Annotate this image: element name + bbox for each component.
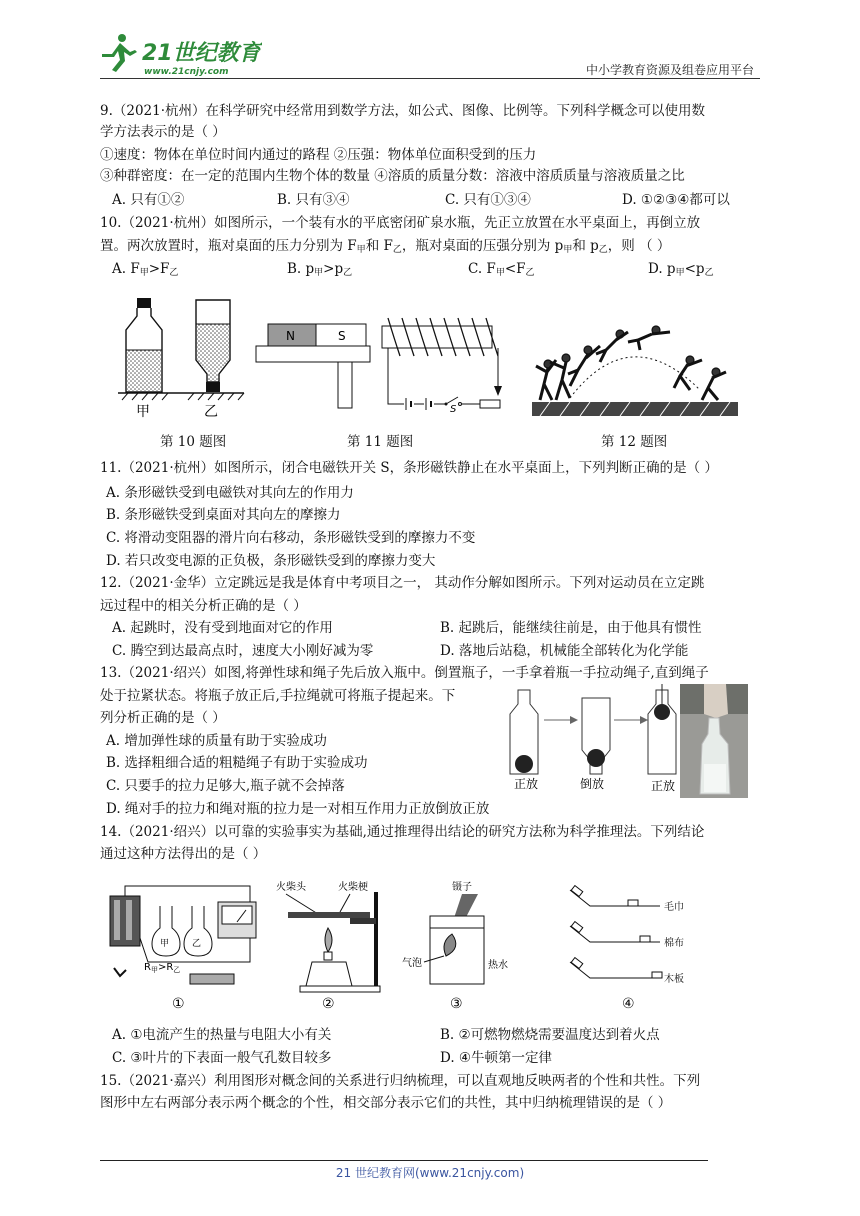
q12-option-b: B. 起跳后，能继续往前是，由于他具有惯性 <box>440 620 702 636</box>
fig14-1 <box>110 886 256 1012</box>
fig14-cotton: 棉布 <box>664 938 684 949</box>
fig14-jia: 甲 <box>160 939 170 949</box>
q13-option-c: C. 只要手的拉力足够大,瓶子就不会掉落 <box>106 778 345 794</box>
fig14-towel: 毛巾 <box>664 902 684 913</box>
q10-option-d: D. $p_甲<p_乙$ <box>648 261 714 278</box>
q10-option-a: A. $F_甲>F_乙$ <box>112 261 179 278</box>
figure-10-bottles <box>118 296 258 420</box>
q9-line2: 学方法表示的是（ ） <box>100 124 226 140</box>
q14-option-a: A. ①电流产生的热量与电阻大小有关 <box>112 1027 332 1043</box>
q14-line1: 14.（2021·绍兴）以可靠的实验事实为基础,通过推理得出结论的研究方法称为科学推理法。下列结论 <box>100 824 705 840</box>
logo-main-text: 21世纪教育 <box>142 41 261 66</box>
fig14-n2: ② <box>322 996 335 1012</box>
fig14-match-stick: 火柴梗 <box>338 882 368 893</box>
q13-option-b: B. 选择粗细合适的粗糙绳子有助于实验成功 <box>106 755 368 771</box>
q9-line3: ①速度：物体在单位时间内通过的路程 ②压强：物体单位面积受到的压力 <box>100 147 537 163</box>
fig13-label-1: 正放 <box>514 777 539 791</box>
q9-option-d: D. ①②③④都可以 <box>622 192 730 208</box>
fig14-2 <box>276 880 380 1012</box>
q11-option-d: D. 若只改变电源的正负极，条形磁铁受到的摩擦力变大 <box>106 553 436 569</box>
q12-option-c: C. 腾空到达最高点时，速度大小刚好减为零 <box>112 643 374 659</box>
fig11-S: S <box>338 329 346 343</box>
q13-option-a: A. 增加弹性球的质量有助于实验成功 <box>106 733 327 749</box>
header-platform-text: 中小学教育资源及组卷应用平台 <box>585 63 754 77</box>
q9-option-a: A. 只有①② <box>112 192 185 208</box>
fig14-yi: 乙 <box>192 939 202 949</box>
q13-line2: 处于拉紧状态。将瓶子放正后,手拉绳就可将瓶子提起来。下 <box>100 688 456 704</box>
q12-option-d: D. 落地后站稳，机械能全部转化为化学能 <box>440 643 689 659</box>
q12-line2: 远过程中的相关分析正确的是（ ） <box>100 598 307 614</box>
fig13-label-2: 倒放 <box>580 777 605 791</box>
fig14-n3: ③ <box>450 996 463 1012</box>
fig14-match-head: 火柴头 <box>276 882 306 893</box>
caption-fig12: 第 12 题图 <box>601 434 668 450</box>
q15-line2: 图形中左右两部分表示两个概念的个性，相交部分表示它们的共性，其中归纳梳理错误的是（ ） <box>100 1095 672 1111</box>
figure-12-long-jump <box>530 310 740 420</box>
q9-option-b: B. 只有③④ <box>277 192 350 208</box>
q10-option-b: B. $p_甲>p_乙$ <box>287 261 353 278</box>
q14-option-b: B. ②可燃物燃烧需要温度达到着火点 <box>440 1027 660 1043</box>
footer-rule <box>100 1160 708 1161</box>
figure-14-experiments <box>100 876 700 1016</box>
q9-option-c: C. 只有①③④ <box>445 192 531 208</box>
q9-line4: ③种群密度：在一定的范围内生物个体的数量 ④溶质的质量分数：溶液中溶质质量与溶液质量之比 <box>100 168 685 184</box>
runner-icon <box>102 34 137 72</box>
fig14-board: 木板 <box>664 974 684 985</box>
footer-link[interactable]: 21 世纪教育网(www.21cnjy.com) <box>335 1166 525 1180</box>
fig10-label-yi: 乙 <box>204 404 218 420</box>
q10-line2: 置。两次放置时，瓶对桌面的压力分别为 $F_甲$和 $F_乙$，瓶对桌面的压强分别为 $p_甲$和 $p_乙$，则 （ ） <box>100 238 671 255</box>
q11-line1: 11.（2021·杭州）如图所示，闭合电磁铁开关 S，条形磁铁静止在水平桌面上，下列判断正确的是（ ） <box>100 460 718 476</box>
fig14-n4: ④ <box>622 996 635 1012</box>
caption-fig10: 第 10 题图 <box>160 434 227 450</box>
q12-line1: 12.（2021·金华）立定跳远是我是体育中考项目之一， 其动作分解如图所示。下列对运动员在立定跳 <box>100 575 705 591</box>
header-rule <box>100 78 760 79</box>
figure-13-bottle-steps <box>504 684 748 798</box>
logo <box>92 30 262 80</box>
figure-11-electromagnet <box>254 308 524 412</box>
q11-option-a: A. 条形磁铁受到电磁铁对其向左的作用力 <box>106 485 354 501</box>
fig14-bubble: 气泡 <box>402 958 422 969</box>
fig11-N: N <box>286 329 295 343</box>
q12-option-a: A. 起跳时，没有受到地面对它的作用 <box>112 620 333 636</box>
fig11-switch-label: S <box>450 404 457 412</box>
q10-option-c: C. $F_甲<F_乙$ <box>468 261 535 278</box>
q15-line1: 15.（2021·嘉兴）利用图形对概念间的关系进行归纳梳理，可以直观地反映两者的个性和共性。下列 <box>100 1073 701 1089</box>
fig14-3 <box>402 880 508 1012</box>
q13-option-d: D. 绳对手的拉力和绳对瓶的拉力是一对相互作用力正放倒放正放 <box>106 801 490 817</box>
fig13-label-3: 正放 <box>651 779 676 793</box>
fig10-label-jia: 甲 <box>136 404 150 420</box>
caption-fig11: 第 11 题图 <box>347 434 414 450</box>
q10-line1: 10.（2021·杭州）如图所示，一个装有水的平底密闭矿泉水瓶，先正立放置在水平桌面上，再倒立放 <box>100 215 701 231</box>
fig14-hot-water: 热水 <box>488 960 508 971</box>
q11-option-c: C. 将滑动变阻器的滑片向右移动，条形磁铁受到的摩擦力不变 <box>106 530 476 546</box>
fig14-4 <box>570 886 684 1012</box>
q14-option-d: D. ④牛顿第一定律 <box>440 1050 553 1066</box>
fig14-tweezers: 镊子 <box>452 882 472 893</box>
q14-option-c: C. ③叶片的下表面一般气孔数目较多 <box>112 1050 332 1066</box>
q11-option-b: B. 条形磁铁受到桌面对其向左的摩擦力 <box>106 507 341 523</box>
logo-url-text: www.21cnjy.com <box>144 67 229 77</box>
q14-line2: 通过这种方法得出的是（ ） <box>100 846 267 862</box>
q13-line1: 13.（2021·绍兴）如图,将弹性球和绳子先后放入瓶中。倒置瓶子，一手拿着瓶一手拉动绳子,直到绳子 <box>100 665 709 681</box>
fig14-r-label: $R_甲>R_乙$ <box>144 962 181 974</box>
fig14-n1: ① <box>172 996 185 1012</box>
q9-line1: 9.（2021·杭州）在科学研究中经常用到数学方法，如公式、图像、比例等。下列科学概念可以使用数 <box>100 103 706 119</box>
q13-line3: 列分析正确的是（ ） <box>100 710 226 726</box>
